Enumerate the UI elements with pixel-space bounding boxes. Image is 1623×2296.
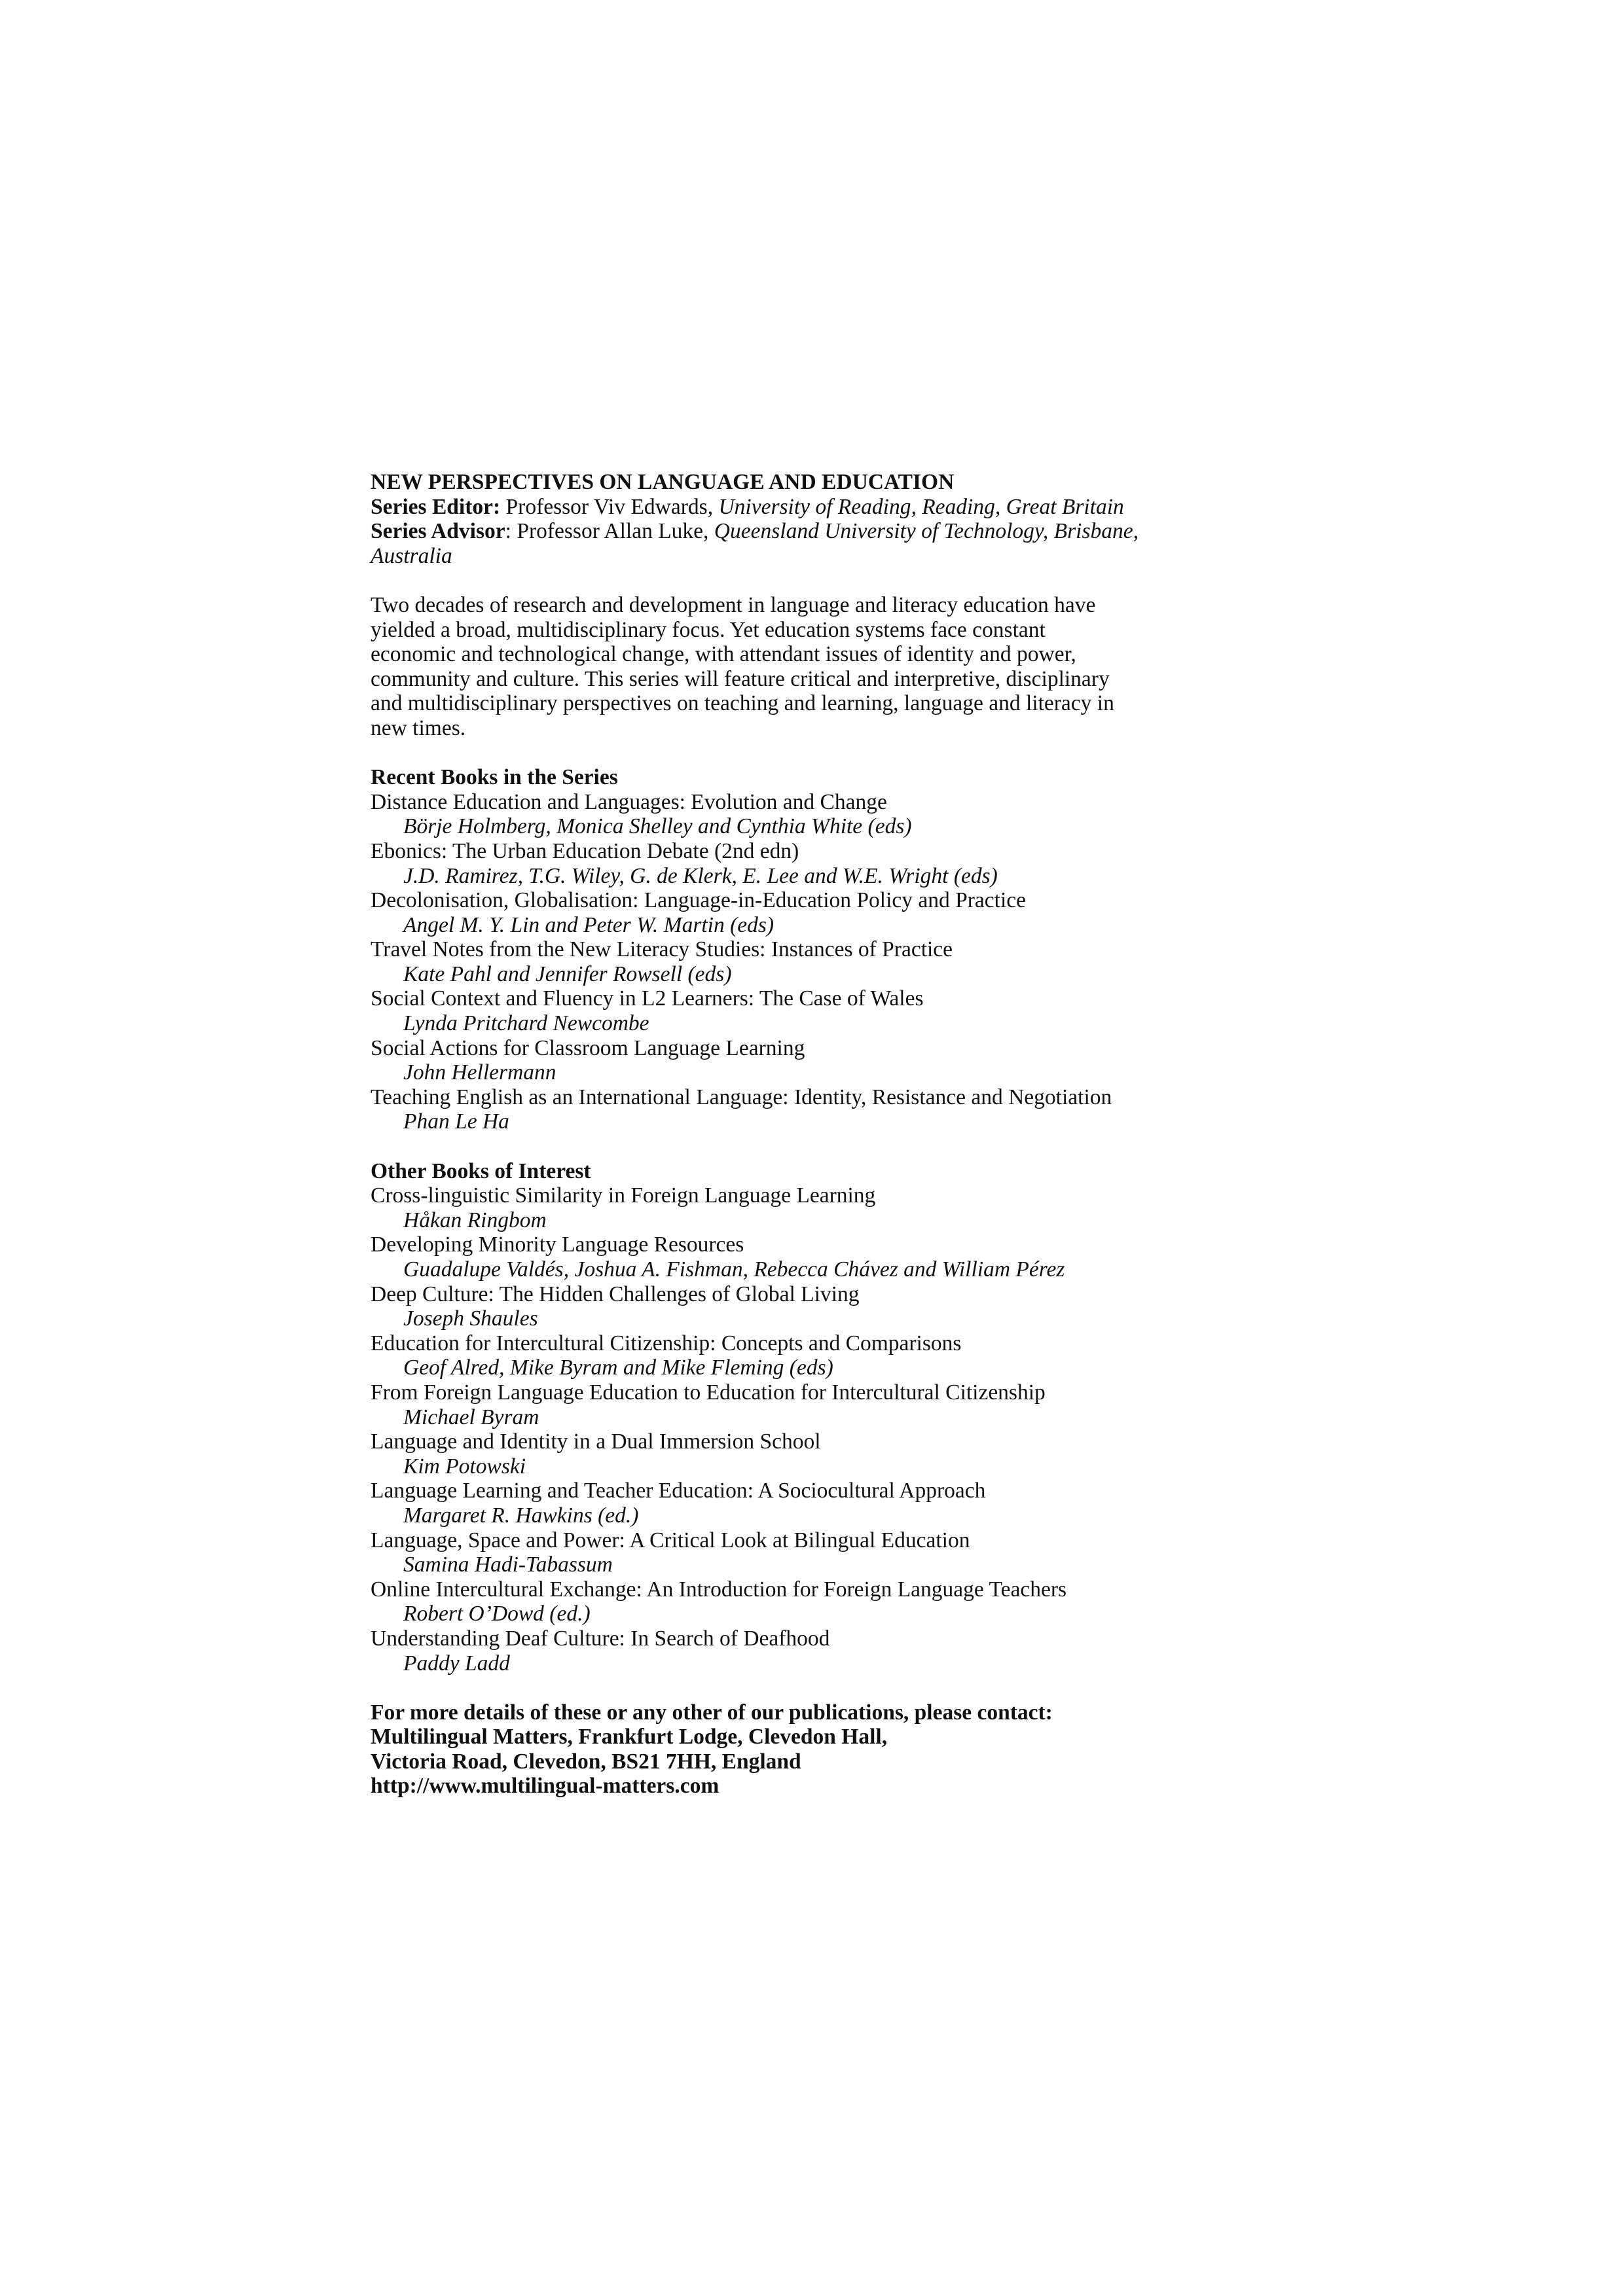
book-entry xyxy=(371,1577,1261,1626)
book-author: Michael Byram xyxy=(403,1405,539,1429)
book-title: Distance Education and Languages: Evolution and Change xyxy=(371,789,887,814)
book-author: Lynda Pritchard Newcombe xyxy=(403,1011,649,1036)
book-entry xyxy=(371,1380,1261,1429)
series-description xyxy=(371,593,1261,741)
recent-books-heading: Recent Books in the Series xyxy=(371,765,618,790)
book-entry xyxy=(371,1183,1261,1232)
series-editor-line xyxy=(371,495,1261,520)
book-entry xyxy=(371,1282,1261,1331)
spacer xyxy=(371,741,1261,766)
series-advisor-affiliation: Queensland University of Technology, Brisbane, xyxy=(714,519,1139,544)
book-entry xyxy=(371,839,1261,888)
description-line: community and culture. This series will feature critical and interpretive, disciplinary xyxy=(371,666,1110,691)
book-entry xyxy=(371,1528,1261,1577)
series-editor-label: Series Editor: xyxy=(371,494,501,519)
book-author: Angel M. Y. Lin and Peter W. Martin (eds) xyxy=(403,912,775,937)
description-line: yielded a broad, multidisciplinary focus. Yet education systems face constant xyxy=(371,617,1046,642)
book-title: Deep Culture: The Hidden Challenges of Global Living xyxy=(371,1282,860,1306)
book-author: Håkan Ringbom xyxy=(403,1208,547,1232)
series-editor-affiliation: University of Reading, Reading, Great Britain xyxy=(718,494,1124,519)
spacer xyxy=(371,1676,1261,1700)
book-author: Samina Hadi-Tabassum xyxy=(403,1552,613,1577)
book-author: J.D. Ramirez, T.G. Wiley, G. de Klerk, E. Lee and W.E. Wright (eds) xyxy=(403,863,998,888)
book-author: Margaret R. Hawkins (ed.) xyxy=(403,1503,639,1528)
book-title: Teaching English as an International Language: Identity, Resistance and Negotiation xyxy=(371,1085,1112,1109)
description-line: Two decades of research and development in language and literacy education have xyxy=(371,592,1096,617)
book-author: John Hellermann xyxy=(403,1060,556,1085)
series-advisor-affiliation-cont: Australia xyxy=(371,543,452,568)
book-author: Phan Le Ha xyxy=(403,1109,509,1134)
contact-intro: For more details of these or any other of our publications, please contact: xyxy=(371,1700,1053,1725)
book-title: From Foreign Language Education to Education for Intercultural Citizenship xyxy=(371,1380,1046,1405)
contact-block xyxy=(371,1700,1261,1799)
book-title: Online Intercultural Exchange: An Introduction for Foreign Language Teachers xyxy=(371,1577,1067,1602)
book-author: Kate Pahl and Jennifer Rowsell (eds) xyxy=(403,961,732,986)
book-title: Social Context and Fluency in L2 Learners: The Case of Wales xyxy=(371,986,924,1011)
contact-website: http://www.multilingual-matters.com xyxy=(371,1774,720,1799)
book-title: Ebonics: The Urban Education Debate (2nd edn) xyxy=(371,838,799,863)
book-title: Language and Identity in a Dual Immersion School xyxy=(371,1429,821,1454)
book-entry xyxy=(371,1331,1261,1380)
series-page xyxy=(371,470,1261,1799)
book-entry xyxy=(371,1036,1261,1085)
description-line: new times. xyxy=(371,715,466,740)
contact-address-1: Multilingual Matters, Frankfurt Lodge, Clevedon Hall, xyxy=(371,1725,888,1749)
book-author: Joseph Shaules xyxy=(403,1306,538,1331)
book-title: Language Learning and Teacher Education: A Sociocultural Approach xyxy=(371,1479,986,1503)
recent-books-section xyxy=(371,765,1261,1134)
book-author: Guadalupe Valdés, Joshua A. Fishman, Rebecca Chávez and William Pérez xyxy=(403,1257,1065,1282)
book-entry xyxy=(371,986,1261,1035)
book-entry xyxy=(371,1429,1261,1479)
series-advisor-name: : Professor Allan Luke, xyxy=(505,519,714,544)
book-entry xyxy=(371,1626,1261,1676)
book-entry xyxy=(371,937,1261,986)
book-author: Kim Potowski xyxy=(403,1454,526,1479)
book-entry xyxy=(371,1479,1261,1528)
other-books-heading: Other Books of Interest xyxy=(371,1158,591,1183)
series-header xyxy=(371,470,1261,568)
contact-address-2: Victoria Road, Clevedon, BS21 7HH, England xyxy=(371,1749,801,1774)
book-author: Robert O’Dowd (ed.) xyxy=(403,1602,591,1626)
spacer xyxy=(371,568,1261,593)
series-editor-name: Professor Viv Edwards, xyxy=(500,494,719,519)
book-title: Understanding Deaf Culture: In Search of Deafhood xyxy=(371,1626,830,1651)
series-advisor-label: Series Advisor xyxy=(371,519,505,544)
book-title: Developing Minority Language Resources xyxy=(371,1232,744,1257)
book-entry xyxy=(371,1232,1261,1282)
book-entry xyxy=(371,888,1261,937)
series-title: NEW PERSPECTIVES ON LANGUAGE AND EDUCATION xyxy=(371,470,955,494)
book-title: Travel Notes from the New Literacy Studies: Instances of Practice xyxy=(371,937,953,962)
book-entry xyxy=(371,790,1261,839)
description-line: and multidisciplinary perspectives on teaching and learning, language and literacy in xyxy=(371,691,1114,716)
series-advisor-line xyxy=(371,519,1261,544)
book-title: Social Actions for Classroom Language Learning xyxy=(371,1035,805,1060)
book-author: Börje Holmberg, Monica Shelley and Cynthia White (eds) xyxy=(403,814,912,839)
other-books-section xyxy=(371,1159,1261,1676)
description-line: economic and technological change, with attendant issues of identity and power, xyxy=(371,642,1076,667)
book-title: Language, Space and Power: A Critical Look at Bilingual Education xyxy=(371,1528,970,1552)
book-title: Cross-linguistic Similarity in Foreign Language Learning xyxy=(371,1183,876,1208)
book-entry xyxy=(371,1085,1261,1134)
spacer xyxy=(371,1134,1261,1159)
book-title: Education for Intercultural Citizenship: Concepts and Comparisons xyxy=(371,1331,962,1355)
book-author: Geof Alred, Mike Byram and Mike Fleming (eds) xyxy=(403,1355,833,1380)
book-title: Decolonisation, Globalisation: Language-in-Education Policy and Practice xyxy=(371,888,1026,913)
book-author: Paddy Ladd xyxy=(403,1651,510,1676)
